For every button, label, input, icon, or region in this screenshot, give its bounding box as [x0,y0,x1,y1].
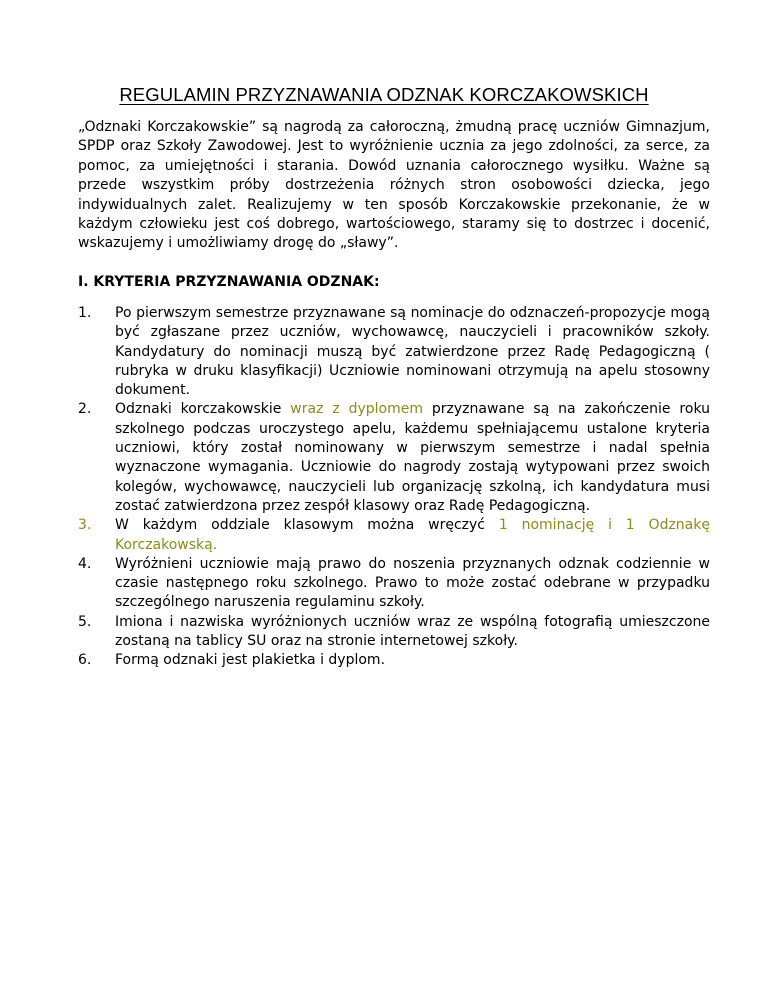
list-item-text: Imiona i nazwiska wyróżnionych uczniów wraz ze wspólną fotografią umieszczone zostaną na tablicy SU oraz na stronie internetowej szkoły. [115,613,710,650]
list-item [78,516,710,555]
document-title: REGULAMIN PRZYZNAWANIA ODZNAK KORCZAKOWSKICH [119,84,649,105]
list-item-number: 1. [78,305,92,321]
list-item [78,304,710,400]
list-item-text: Wyróżnieni uczniowie mają prawo do noszenia przyznanych odznak codziennie w czasie następnego roku szkolnego. Prawo to może zostać odebrane w przypadku szczególnego naruszenia regulaminu szkoły. [115,555,710,611]
list-item-text: W każdym oddziale klasowym można wręczyć [115,517,499,534]
list-item [78,651,710,670]
list-item [78,613,710,652]
list-item-text: Odznaki korczakowskie [115,401,291,418]
intro-paragraph: „Odznaki Korczakowskie” są nagrodą za całoroczną, żmudną pracę uczniów Gimnazjum, SPDP oraz Szkoły Zawodowej. Jest to wyróżnienie ucznia za jego zdolności, za serce, za pomoc, za umiejętności i starania. Dowód uznania całorocznego wysiłku. Ważne są przede wszystkim próby dostrzeżenia różnych stron osobowości dziecka, jego indywidualnych zalet. Realizujemy w ten sposób Korczakowskie przekonanie, że w każdym człowieku jest coś dobrego, wartościowego, staramy się to dostrzec i docenić, wskazujemy i umożliwiamy drogę do „sławy”. [78,119,710,252]
list-item-number: 2. [78,401,92,418]
list-item-text: Formą odznaki jest plakietka i dyplom. [115,652,386,669]
list-item-number: 4. [78,555,92,572]
list-item-text: Po pierwszym semestrze przyznawane są nominacje do odznaczeń-propozycje mogą być zgłaszane przez uczniów, wychowawcę, nauczycieli i pracowników szkoły. Kandydatury do nominacji muszą być zatwierdzone przez Radę Pedagogiczną ( rubryka w druku klasyfikacji) Uczniowie nominowani otrzymują na apelu stosowny dokument. [115,305,710,399]
highlighted-text: 1 nominację i 1 Odznakę Korczakowską. [115,517,710,553]
section-heading: I. KRYTERIA PRZYZNAWANIA ODZNAK: [78,274,380,290]
list-item-text: przyznawane są na zakończenie roku szkolnego podczas uroczystego apelu, każdemu spełniającemu ustalone kryteria uczniowi, który został nominowany w pierwszym semestrze i nadal spełnia wyznaczone wymagania. Uczniowie do nagrody zostają wytypowani przez swoich kolegów, wychowawcę, nauczycieli lub organizację szkolną, ich kandydatura musi zostać zatwierdzona przez zespół klasowy oraz Radę Pedagogiczną. [115,401,710,514]
list-item [78,555,710,613]
list-item-number: 6. [78,652,92,669]
list-item [78,400,710,516]
criteria-list [78,304,710,671]
list-item-number: 3. [78,517,92,534]
list-item-number: 5. [78,613,92,630]
highlighted-text: wraz z dyplomem [290,401,423,418]
